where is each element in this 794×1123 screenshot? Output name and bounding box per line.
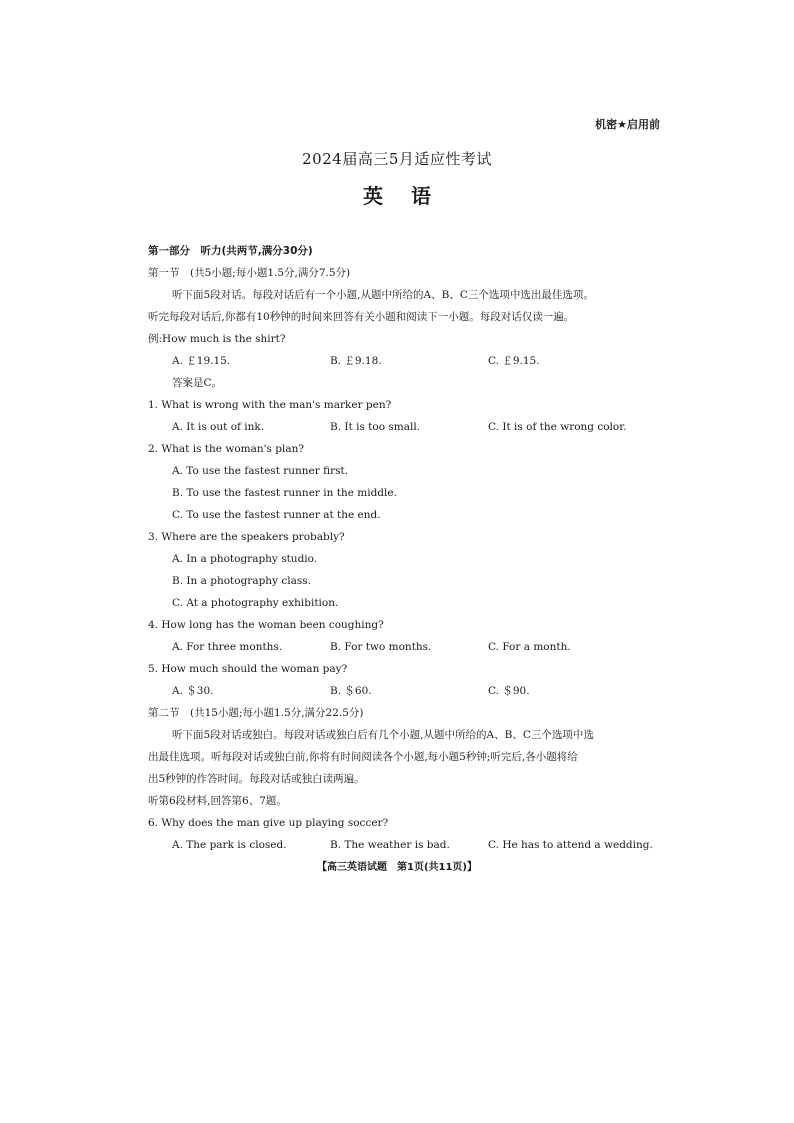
- question-5-option-a: A. ＄30.: [172, 685, 214, 697]
- question-4-option-c: C. For a month.: [488, 641, 571, 653]
- subject-title: 英语: [363, 184, 459, 208]
- section1-instruction-1: 听下面5段对话。每段对话后有一个小题,从题中所给的A、B、C三个选项中选出最佳选项。: [172, 289, 594, 301]
- question-6: 6. Why does the man give up playing soccer?: [148, 817, 389, 829]
- question-1-option-a: A. It is out of ink.: [172, 421, 265, 433]
- section2-instruction-2: 出最佳选项。听每段对话或独白前,你将有时间阅读各个小题,每小题5秒钟;听完后,各小题将给: [148, 751, 578, 763]
- question-1-option-b: B. It is too small.: [330, 421, 421, 433]
- question-5-option-c: C. ＄90.: [488, 685, 530, 697]
- question-4-option-b: B. For two months.: [330, 641, 432, 653]
- material-note: 听第6段材料,回答第6、7题。: [148, 795, 287, 807]
- page-footer: 【高三英语试题 第1页(共11页)】: [316, 862, 477, 873]
- question-3-option-a: A. In a photography studio.: [172, 553, 318, 565]
- example-answer: 答案是C。: [172, 377, 223, 389]
- question-4-option-a: A. For three months.: [172, 641, 283, 653]
- question-3-option-c: C. At a photography exhibition.: [172, 597, 339, 609]
- example-option-a: A. ￡19.15.: [172, 355, 231, 367]
- part1-heading: 第一部分 听力(共两节,满分30分): [148, 245, 313, 257]
- question-4: 4. How long has the woman been coughing?: [148, 619, 384, 631]
- question-2: 2. What is the woman's plan?: [148, 443, 304, 455]
- question-1-option-c: C. It is of the wrong color.: [488, 421, 627, 433]
- section2-heading: 第二节 (共15小题;每小题1.5分,满分22.5分): [148, 707, 364, 719]
- question-6-option-a: A. The park is closed.: [172, 839, 287, 851]
- question-3: 3. Where are the speakers probably?: [148, 531, 345, 543]
- question-1: 1. What is wrong with the man's marker pen?: [148, 399, 392, 411]
- section2-instruction-3: 出5秒钟的作答时间。每段对话或独白读两遍。: [148, 773, 365, 785]
- section2-instruction-1: 听下面5段对话或独白。每段对话或独白后有几个小题,从题中所给的A、B、C三个选项中选: [172, 729, 594, 741]
- question-5: 5. How much should the woman pay?: [148, 663, 348, 675]
- question-2-option-b: B. To use the fastest runner in the middle.: [172, 487, 397, 499]
- question-5-option-b: B. ＄60.: [330, 685, 372, 697]
- question-6-option-b: B. The weather is bad.: [330, 839, 450, 851]
- section1-instruction-2: 听完每段对话后,你都有10秒钟的时间来回答有关小题和阅读下一小题。每段对话仅读一遍。: [148, 311, 575, 323]
- question-2-option-a: A. To use the fastest runner first.: [172, 465, 349, 477]
- question-3-option-b: B. In a photography class.: [172, 575, 311, 587]
- confidential-label: 机密★启用前: [595, 118, 660, 131]
- example-option-c: C. ￡9.15.: [488, 355, 540, 367]
- question-6-option-c: C. He has to attend a wedding.: [488, 839, 653, 851]
- example-question: 例:How much is the shirt?: [148, 333, 286, 345]
- question-2-option-c: C. To use the fastest runner at the end.: [172, 509, 381, 521]
- exam-title: 2024届高三5月适应性考试: [302, 150, 492, 168]
- example-option-b: B. ￡9.18.: [330, 355, 382, 367]
- section1-heading: 第一节 (共5小题;每小题1.5分,满分7.5分): [148, 267, 351, 279]
